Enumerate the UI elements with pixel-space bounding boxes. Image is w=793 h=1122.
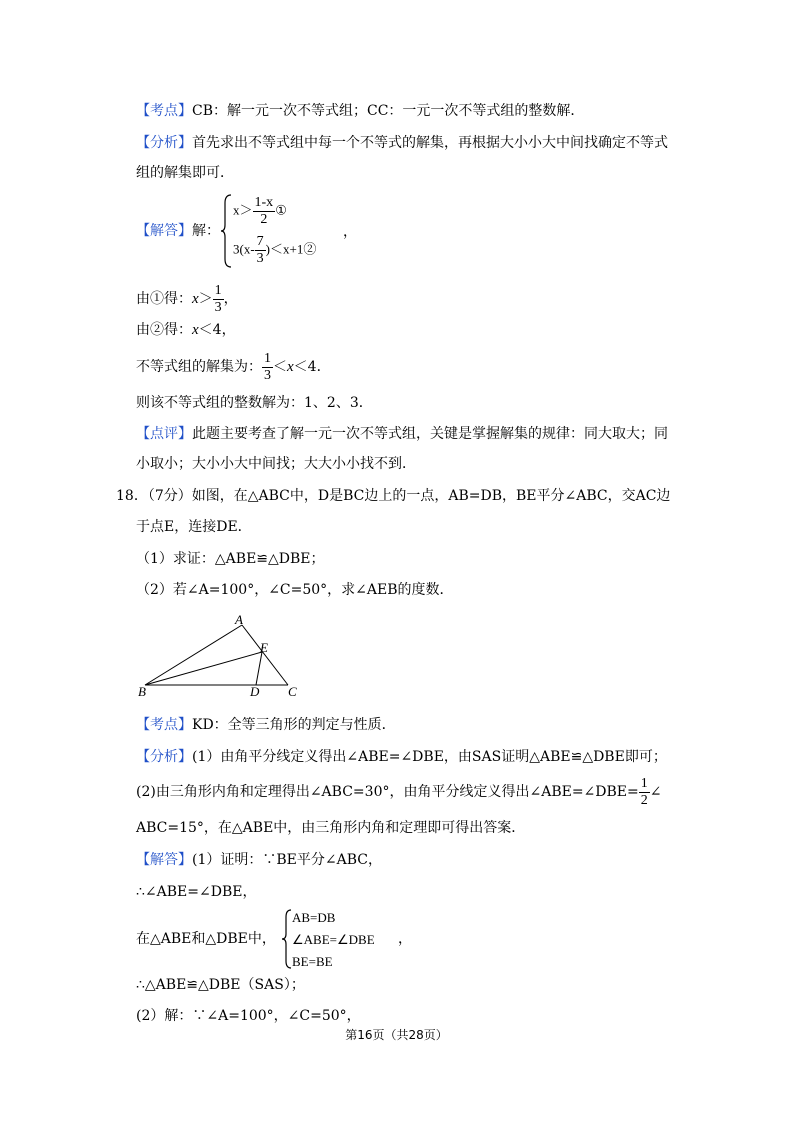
step-2 [136, 320, 236, 340]
step3-num: 1 [264, 350, 271, 366]
jieda2-line-1 [136, 850, 382, 870]
kaodian2-tag: 【考点】 [136, 717, 192, 733]
kaodian-text: CB：解一元一次不等式组；CC：一元一次不等式组的整数解． [192, 103, 585, 119]
label-c: C [288, 684, 297, 699]
triangle-figure [130, 610, 310, 702]
q18-part-2: （2）若∠A=100°，∠C=50°，求∠AEB的度数． [136, 582, 454, 598]
jieda2-line-3: 在△ABE和△DBE中， [136, 931, 276, 947]
system-eq-2 [233, 234, 316, 267]
fenxi2-line-1 [136, 747, 667, 767]
fenxi2-num: 1 [640, 775, 648, 791]
jieda-line-1 [136, 221, 220, 241]
step3-prefix: 不等式组的解集为： [136, 359, 262, 375]
step1-num: 1 [214, 282, 222, 298]
fenxi2-line-2 [136, 775, 661, 809]
kaodian2-line [136, 715, 396, 735]
step3-var: x [287, 359, 294, 375]
eq1-den: 2 [260, 212, 268, 227]
segment-de [256, 652, 262, 685]
sys-eq-3: BE=BE [292, 954, 333, 969]
system-brace-1 [221, 193, 233, 269]
step1-var: x [192, 291, 199, 307]
sys-eq-1: AB=DB [292, 910, 336, 925]
fenxi-tag: 【分析】 [136, 135, 192, 151]
eq2-right: )＜x+1② [265, 241, 317, 257]
q18-line-2: 于点E，连接DE． [136, 519, 252, 535]
step-1 [136, 282, 238, 316]
jieda-prefix: 解： [192, 223, 220, 239]
system-2 [292, 907, 375, 973]
step1-den: 3 [214, 299, 222, 315]
segment-ab [145, 625, 242, 685]
page-footer: 第16页（共28页） [345, 1028, 448, 1042]
step-3 [136, 350, 331, 384]
eq2-num: 7 [256, 234, 264, 249]
fenxi2-tag: 【分析】 [136, 749, 192, 765]
eq2-den: 3 [256, 251, 264, 266]
system-eq-1 [233, 195, 287, 228]
jieda2-line-2: ∴∠ABE=∠DBE， [136, 884, 257, 900]
jieda2-line-4: ∴△ABE≌△DBE（SAS）； [136, 977, 305, 993]
step3-rel: ＜ [273, 359, 287, 375]
label-b: B [138, 684, 146, 699]
step2-prefix: 由②得： [136, 322, 192, 338]
fenxi-line-1 [136, 133, 668, 153]
step1-end: ， [223, 291, 238, 307]
dianping-line-2: 小取小；大小小大中间找；大大小小找不到． [136, 456, 416, 472]
sys-eq-2: ∠ABE=∠DBE [292, 932, 375, 947]
fenxi2-den: 2 [640, 792, 648, 808]
step1-rel: ＞ [198, 291, 213, 307]
eq2-left: 3(x- [233, 241, 255, 257]
fenxi2-text-1: (1）由角平分线定义得出∠ABE=∠DBE，由SAS证明△ABE≌△DBE即可； [192, 749, 667, 765]
kaodian-line-1 [136, 101, 584, 121]
eq1-mark: ① [275, 202, 287, 218]
system-comma-1: ， [343, 224, 357, 240]
label-a: A [235, 612, 243, 627]
dianping-tag: 【点评】 [136, 426, 192, 442]
segment-ac [242, 625, 288, 685]
label-e: E [260, 640, 268, 655]
jieda-tag: 【解答】 [136, 223, 192, 239]
eq1-num: 1-x [254, 195, 274, 210]
jieda2-line-5: (2）解：∵∠A=100°，∠C=50°， [136, 1008, 361, 1024]
fenxi2-text-2a: (2)由三角形内角和定理得出∠ABC=30°，由角平分线定义得出∠ABE=∠DBE= [136, 784, 639, 800]
eq1-left: x＞ [233, 202, 253, 218]
step-4: 则该不等式组的整数解为：1、2、3． [136, 395, 373, 411]
step3-rest: ＜4． [293, 359, 331, 375]
kaodian-tag: 【考点】 [136, 103, 192, 119]
q18-part-1: （1）求证：△ABE≌△DBE； [136, 551, 325, 567]
step2-rest: ＜4， [198, 322, 236, 338]
label-d: D [250, 684, 260, 699]
fenxi-text-1: 首先求出不等式组中每一个不等式的解集，再根据大小小大中间找确定不等式 [192, 135, 668, 151]
system-comma-2: ， [398, 931, 412, 947]
segment-be [145, 652, 262, 685]
fenxi2-text-2b: ∠ [649, 784, 662, 800]
step2-var: x [192, 322, 199, 338]
kaodian2-text: KD：全等三角形的判定与性质． [192, 717, 396, 733]
system-brace-2 [282, 908, 292, 970]
jieda2-text-1: (1）证明：∵BE平分∠ABC， [192, 852, 382, 868]
jieda2-tag: 【解答】 [136, 852, 192, 868]
q18-line-1: 18．（7分）如图，在△ABC中，D是BC边上的一点，AB=DB，BE平分∠ABC，交AC边 [116, 488, 671, 504]
step3-den: 3 [264, 367, 271, 383]
step1-prefix: 由①得： [136, 291, 192, 307]
fenxi-line-2: 组的解集即可． [136, 165, 234, 181]
dianping-line-1 [136, 424, 668, 444]
dianping-text-1: 此题主要考查了解一元一次不等式组，关键是掌握解集的规律：同大取大；同 [192, 426, 668, 442]
fenxi2-line-3: ABC=15°，在△ABE中，由三角形内角和定理即可得出答案． [136, 820, 526, 836]
